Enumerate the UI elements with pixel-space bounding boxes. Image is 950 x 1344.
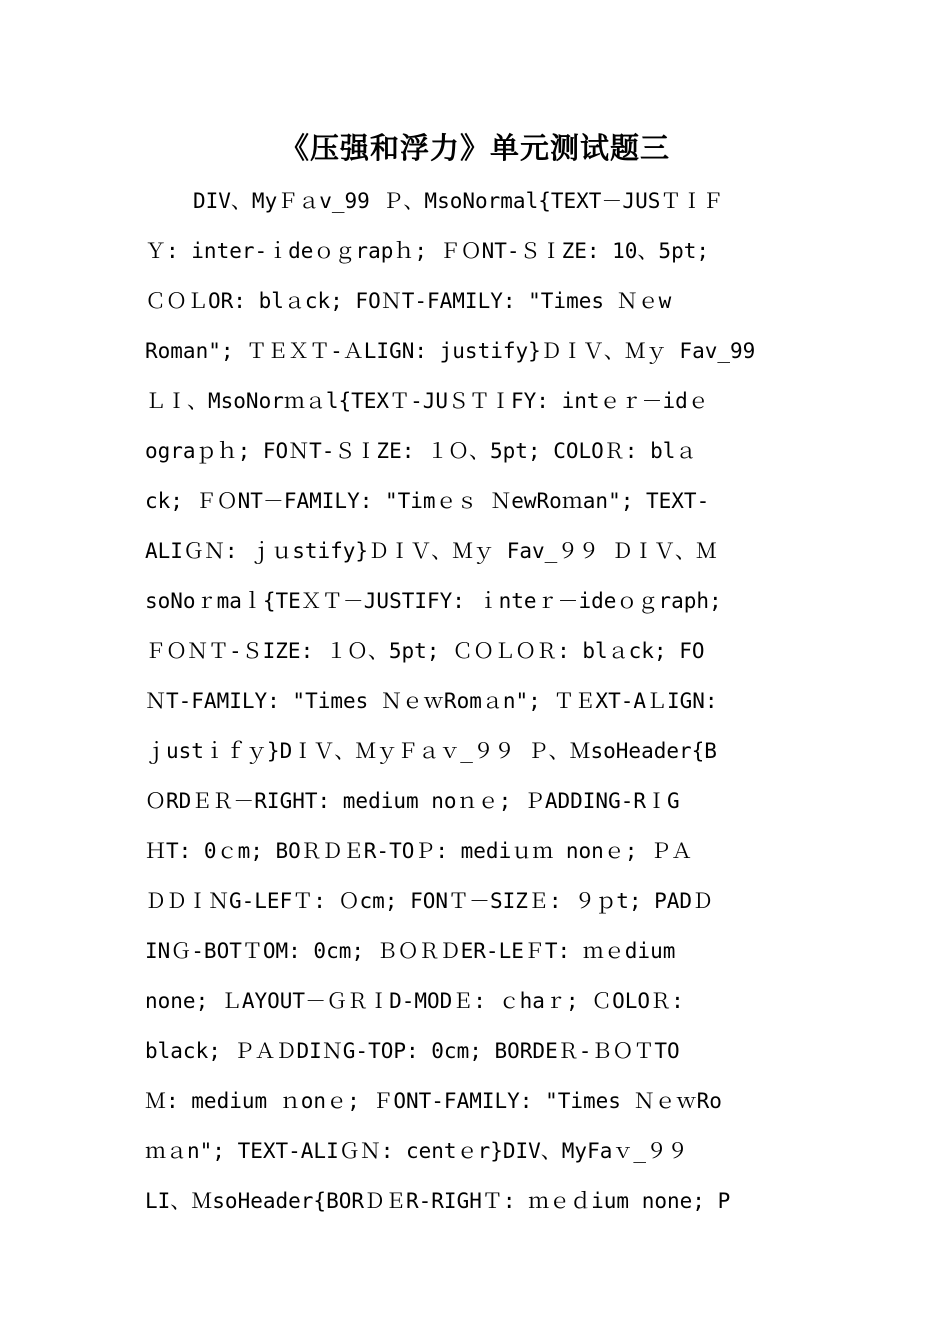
body-line: DIV、MyＦａv_99 Ｐ、MsoNormal{TEXT－JUSＴＩＦ xyxy=(193,189,724,213)
body-line: ＯRDＥＲ－RIGHT: medium noｎｅ; ＰADDING-RＩG xyxy=(145,789,680,813)
body-line: ＬＩ、MsoNorｍａl{TEXＴ-JUＳＴＩFY: intｅｒ－idｅ xyxy=(145,389,709,413)
body-line: ograｐｈ; FOＮT-ＳＩZE: １Ｏ、5pt; COLOＲ: blａ xyxy=(145,439,697,463)
body-line: Ｙ: inter-ｉdeｏｇrapｈ; ＦＯNT-ＳＩZE: 10、5pt; xyxy=(145,239,710,263)
body-line: ＨT: 0ｃm; BOＲＤＥR-TOＰ: mediｕｍ nonｅ; ＰＡ xyxy=(145,839,693,863)
body-line: ｊustｉｆｙ}DＩＶ、ＭｙＦａｖ_９９ Ｐ、ＭsoHeader{B xyxy=(145,739,717,763)
body-line: none; ＬAYOUT－ＧＲＩD-MODＥ: ｃhaｒ; ＣOLOＲ: xyxy=(145,989,684,1013)
body-line: black; ＰＡＤDIＮG-TOP: 0cm; BORDEＲ-ＢＯＴTO xyxy=(145,1039,680,1063)
body-line: Ｍ: medium ｎonｅ; ＦONT-FAMILY: "Times ＮｅｗRo xyxy=(145,1089,722,1113)
body-line: ＣＯＬOR: blａck; FOＮT-FAMILY: "Times Ｎｅw xyxy=(145,289,672,313)
body-line: ＦＯＮＴ-ＳIZE: １Ｏ、5pt; ＣＯＬＯＲ: blａck; FO xyxy=(145,639,705,663)
body-line: LI、ＭsoHeader{BORＤＥR-RIGHＴ: ｍｅｄium none; P xyxy=(145,1189,731,1213)
body-line: ＮT-FAMILY: "Times ＮｅｗRomａn"; ＴＥXT-AＬIGN: xyxy=(145,689,718,713)
body-line: soNoｒmaｌ{TEＸＴ－JUSTIFY: ｉnteｒ－ideｏｇraph; xyxy=(145,589,722,613)
body-line: ＤＤＩＮG-LEFＴ: Ｏcm; FONＴ－SIZＥ: ９ｐt; PADＤ xyxy=(145,889,714,913)
body-line: ck; ＦＯNT－FAMILY: "Timｅｓ ＮewRoｍan"; TEXT- xyxy=(145,489,710,513)
body-line: ALIＧＮ: ｊｕstify}ＤＩＶ、Ｍｙ Fav_９９ ＤＩＶ、Ｍ xyxy=(145,539,717,563)
document-title: 《压强和浮力》单元测试题三 xyxy=(279,131,670,165)
body-line: INＧ-BOTＴOM: 0cm; ＢＯＲＤER-LEＦT: ｍｅdium xyxy=(145,939,676,963)
body-line: Roman"; ＴＥＸＴ-ＡLIGN: justify}ＤＩＶ、Ｍｙ Fav_99 xyxy=(145,339,756,363)
body-line: ｍａn"; TEXT-ALIＧＮ: centｅr}DIV、MyFaｖ_９９ xyxy=(145,1139,689,1163)
